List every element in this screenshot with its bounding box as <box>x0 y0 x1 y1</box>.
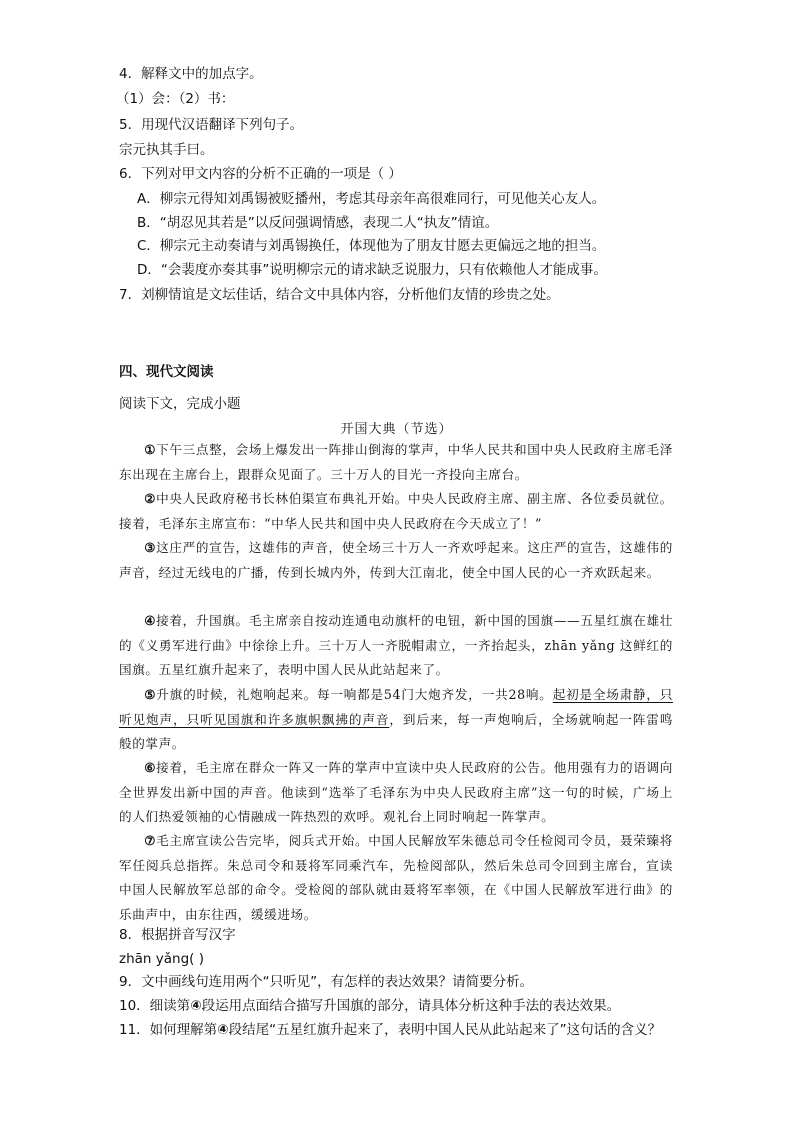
paragraph-text: 下午三点整，会场上爆发出一阵排山倒海的掌声，中华人民共和国中央人民政府主席毛泽东出现在主席台上，跟群众见面了。三十万人的目光一齐投向主席台。 <box>119 442 673 482</box>
q10-num: ④ <box>190 998 202 1014</box>
q9-stem: 9．文中画线句连用两个“只听见”，有怎样的表达效果？请简要分析。 <box>119 974 534 990</box>
paragraph-text: 毛主席宣读公告完毕，阅兵式开始。中国人民解放军朱德总司令任检阅司令员，聂荣臻将军任阅兵总指挥。朱总司令和聂将军同乘汽车，先检阅部队，然后朱总司令回到主席台，宣读中国人民解放军总部的命令。受检阅的部队就由聂将军率领，在《中国人民解放军进行曲》的乐曲声中，由东往西，缓缓进场。 <box>119 833 673 922</box>
q6-option-b: B．“胡忍见其若是”以反问强调情感，表现二人“执友”情谊。 <box>137 215 499 231</box>
paragraph-number: ④ <box>144 613 157 628</box>
paragraph-text: ，到后来，每一声炮响后，全场就响起一阵雷鸣般的掌声。 <box>119 711 673 752</box>
q7-stem: 7．刘柳情谊是文坛佳话，结合文中具体内容，分析他们友情的珍贵之处。 <box>119 287 560 303</box>
paragraph-3 <box>119 536 673 585</box>
q10-post: 段运用点面结合描写升国旗的部分，请具体分析这种手法的表达效果。 <box>201 998 621 1014</box>
paragraph-number: ⑦ <box>144 833 157 848</box>
paragraph-4 <box>119 609 673 683</box>
paragraph-number: ③ <box>144 540 157 555</box>
paragraph-6 <box>119 756 673 830</box>
paragraph-7 <box>119 829 673 927</box>
paragraph-text: 这庄严的宣告，这雄伟的声音，使全场三十万人一齐欢呼起来。这庄严的宣告，这雄伟的声音，经过无线电的广播，传到长城内外，传到大江南北，使全中国人民的心一齐欢跃起来。 <box>119 540 673 580</box>
q5-sentence: 宗元执其手曰。 <box>119 142 214 158</box>
paragraph-text: 升旗的时候，礼炮响起来。每一响都是54门大炮齐发，一共28响。 <box>156 687 553 702</box>
q8-pinyin-blank: zhān yǎng( ) <box>119 951 204 967</box>
paragraph-number: ① <box>144 442 157 457</box>
underlined-sentence: 起初是全场肃静，只听见炮声，只听见国旗和许多旗帜飘拂的声音 <box>119 687 674 727</box>
paragraph-text: 中央人民政府秘书长林伯渠宣布典礼开始。中央人民政府主席、副主席、各位委员就位。接着，毛泽东主席宣布：“中华人民共和国中央人民政府在今天成立了！” <box>119 491 673 531</box>
q6-option-a: A．柳宗元得知刘禹锡被贬播州，考虑其母亲年高很难同行，可见他关心友人。 <box>137 191 606 207</box>
q4-stem: 4．解释文中的加点字。 <box>119 66 263 82</box>
q5-stem: 5．用现代汉语翻译下列句子。 <box>119 117 304 133</box>
paragraph-number: ② <box>144 491 157 506</box>
paragraph-text: 接着，毛主席在群众一阵又一阵的掌声中宣读中央人民政府的公告。他用强有力的语调向全世界发出新中国的声音。他读到“选举了毛泽东为中央人民政府主席”这一句的时候，广场上的人们热爱领袖的心情融成一阵热烈的欢呼。观礼台上同时响起一阵掌声。 <box>119 760 673 825</box>
q8-stem: 8．根据拼音写汉字 <box>119 927 236 943</box>
section-heading: 四、现代文阅读 <box>119 364 214 380</box>
q6-stem: 6．下列对甲文内容的分析不正确的一项是（ ） <box>119 166 402 182</box>
q6-option-d: D．“会裴度亦奏其事”说明柳宗元的请求缺乏说服力，只有依赖他人才能成事。 <box>137 262 607 278</box>
section-instruction: 阅读下文，完成小题 <box>119 396 241 412</box>
q4-sub: （1）会：（2）书： <box>116 91 235 107</box>
q6-option-c: C．柳宗元主动奏请与刘禹锡换任，体现他为了朋友甘愿去更偏远之地的担当。 <box>137 238 606 254</box>
q10-stem <box>119 996 620 1016</box>
q11-num: ④ <box>217 1022 229 1038</box>
paragraph-5 <box>119 683 673 757</box>
paragraph-text: 接着，升国旗。毛主席亲自按动连通电动旗杆的电钮，新中国的国旗——五星红旗在雄壮的《义勇军进行曲》中徐徐上升。三十万人一齐脱帽肃立，一齐抬起头，zhān yǎng 这鲜红的国旗。五星红旗升起来了，表明中国人民从此站起来了。 <box>119 613 673 678</box>
paragraph-2 <box>119 487 673 536</box>
article-title: 开国大典（节选） <box>340 422 453 437</box>
q10-pre: 10．细读第 <box>119 998 191 1014</box>
paragraph-number: ⑥ <box>144 760 157 775</box>
paragraph-number: ⑤ <box>144 687 157 702</box>
paragraph-1 <box>119 438 673 487</box>
q11-stem <box>119 1020 661 1040</box>
q11-pre: 11．如何理解第 <box>119 1022 218 1038</box>
q11-post: 段结尾“五星红旗升起来了，表明中国人民从此站起来了”这句话的含义？ <box>228 1022 662 1038</box>
